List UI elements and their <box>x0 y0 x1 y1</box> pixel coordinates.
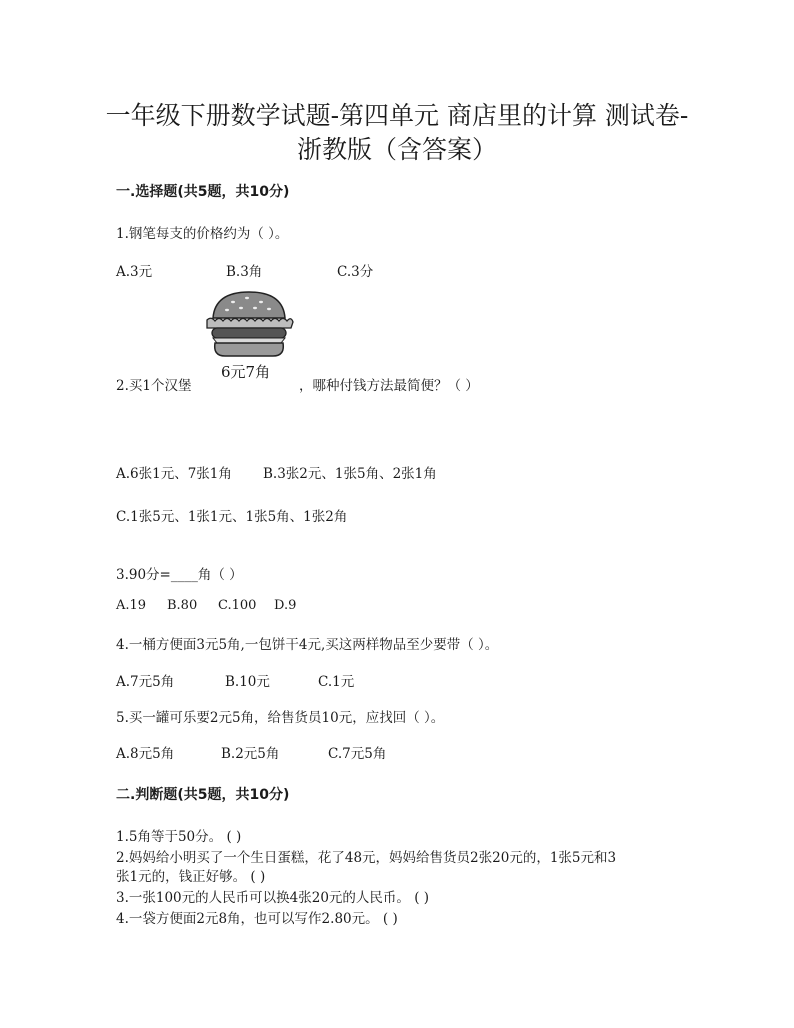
question-4: 4.一桶方便面3元5角,一包饼干4元,买这两样物品至少要带（ ）。 <box>116 637 499 653</box>
q1-option-a: A.3元 <box>116 264 153 280</box>
q3-option-c: C.100 <box>218 598 257 613</box>
q3-option-a: A.19 <box>116 598 147 613</box>
section-heading-judgement: 二.判断题(共5题，共10分) <box>116 787 290 803</box>
q5-option-c: C.7元5角 <box>328 746 387 762</box>
hamburger-price-label: 6元7角 <box>221 363 271 381</box>
question-1: 1.钢笔每支的价格约为（ ）。 <box>116 226 289 242</box>
judgement-item-2-line1: 2.妈妈给小明买了一个生日蛋糕，花了48元，妈妈给售货员2张20元的，1张5元和3 <box>116 850 617 866</box>
section-heading-choice: 一.选择题(共5题，共10分) <box>116 184 290 200</box>
q5-option-a: A.8元5角 <box>116 746 175 762</box>
judgement-item-3: 3.一张100元的人民币可以换4张20元的人民币。 ( ) <box>116 890 430 906</box>
q3-option-d: D.9 <box>274 598 297 613</box>
q4-option-c: C.1元 <box>318 674 355 690</box>
q4-option-b: B.10元 <box>225 674 270 690</box>
question-2-text-after: ，哪种付钱方法最简便？（ ） <box>299 378 479 394</box>
q3-option-b: B.80 <box>167 598 198 613</box>
page-title-line1: 一年级下册数学试题-第四单元 商店里的计算 测试卷- <box>105 101 689 130</box>
question-2-text-before: 2.买1个汉堡 <box>116 378 192 394</box>
page-title-line2: 浙教版（含答案） <box>296 135 497 164</box>
q1-option-c: C.3分 <box>337 264 374 280</box>
q5-option-b: B.2元5角 <box>221 746 280 762</box>
question-3: 3.90分=____角（ ） <box>116 567 243 583</box>
judgement-item-4: 4.一袋方便面2元8角，也可以写作2.80元。 ( ) <box>116 911 398 927</box>
question-5: 5.买一罐可乐要2元5角，给售货员10元，应找回（ ）。 <box>116 710 445 726</box>
q2-option-a: A.6张1元、7张1角 <box>116 466 232 482</box>
q1-option-b: B.3角 <box>226 264 263 280</box>
judgement-item-1: 1.5角等于50分。 ( ) <box>116 829 242 845</box>
q4-option-a: A.7元5角 <box>116 674 175 690</box>
q2-option-b: B.3张2元、1张5角、2张1角 <box>263 466 437 482</box>
hamburger-icon <box>203 288 295 360</box>
q2-option-c: C.1张5元、1张1元、1张5角、1张2角 <box>116 509 348 525</box>
judgement-item-2-line2: 张1元的，钱正好够。 ( ) <box>116 869 266 885</box>
